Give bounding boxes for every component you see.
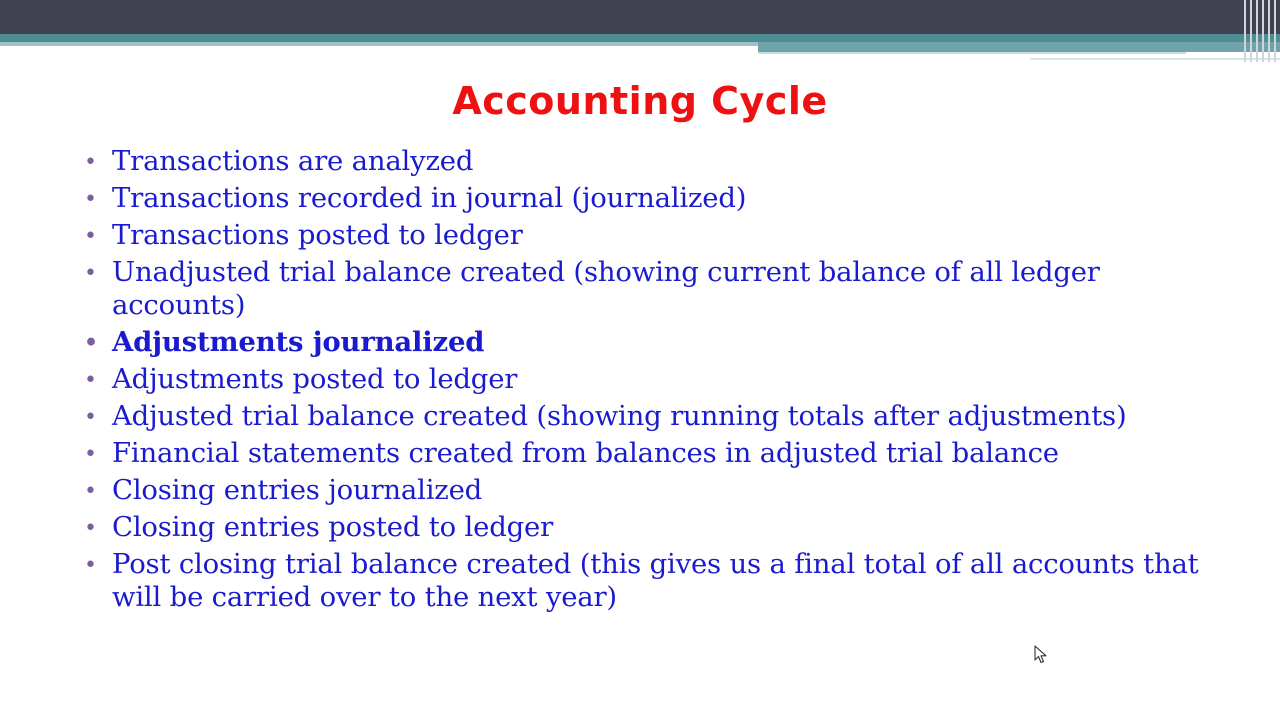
bullet-item — [84, 363, 1214, 396]
bullet-text: Unadjusted trial balance created (showing current balance of all ledger accounts) — [112, 256, 1100, 321]
bullet-dot-icon: • — [84, 150, 97, 175]
bullet-item — [84, 182, 1214, 215]
bullet-text: Closing entries posted to ledger — [112, 511, 554, 543]
header-corner-lines — [1240, 0, 1280, 62]
bullet-dot-icon: • — [84, 479, 97, 504]
bullet-item — [84, 511, 1214, 544]
bullet-dot-icon: • — [84, 330, 98, 356]
bullet-text: Financial statements created from balances in adjusted trial balance — [112, 437, 1059, 469]
bullet-text: Closing entries journalized — [112, 474, 483, 506]
bullet-item — [84, 400, 1214, 433]
bullet-text: Transactions posted to ledger — [112, 219, 523, 251]
header-thin-line — [758, 52, 1186, 54]
bullet-text: Adjustments posted to ledger — [112, 363, 518, 395]
bullet-dot-icon: • — [84, 187, 97, 212]
bullet-item — [84, 437, 1214, 470]
bullet-item — [84, 219, 1214, 252]
bullet-dot-icon: • — [84, 442, 97, 467]
bullet-dot-icon: • — [84, 368, 97, 393]
bullet-text: Post closing trial balance created (this gives us a final total of all accounts that will be carried over to the next year) — [112, 548, 1199, 613]
bullet-dot-icon: • — [84, 553, 97, 578]
bullet-list — [84, 145, 1214, 618]
mouse-pointer-icon — [1034, 645, 1048, 665]
header-stripe — [0, 34, 1280, 42]
bullet-dot-icon: • — [84, 224, 97, 249]
bullet-text: Transactions recorded in journal (journalized) — [112, 182, 747, 214]
slide-header-banner — [0, 0, 1280, 34]
header-stripe-light — [0, 42, 760, 46]
bullet-item — [84, 474, 1214, 507]
bullet-item — [84, 256, 1214, 322]
slide-title: Accounting Cycle — [452, 79, 828, 123]
bullet-dot-icon: • — [84, 405, 97, 430]
bullet-dot-icon: • — [84, 261, 97, 286]
bullet-item — [84, 326, 1214, 359]
bullet-text: Transactions are analyzed — [112, 145, 474, 177]
header-stripe-right — [758, 42, 1280, 52]
bullet-text: Adjustments journalized — [112, 326, 485, 358]
bullet-item — [84, 548, 1214, 614]
bullet-item — [84, 145, 1214, 178]
bullet-dot-icon: • — [84, 516, 97, 541]
bullet-text: Adjusted trial balance created (showing running totals after adjustments) — [112, 400, 1127, 432]
